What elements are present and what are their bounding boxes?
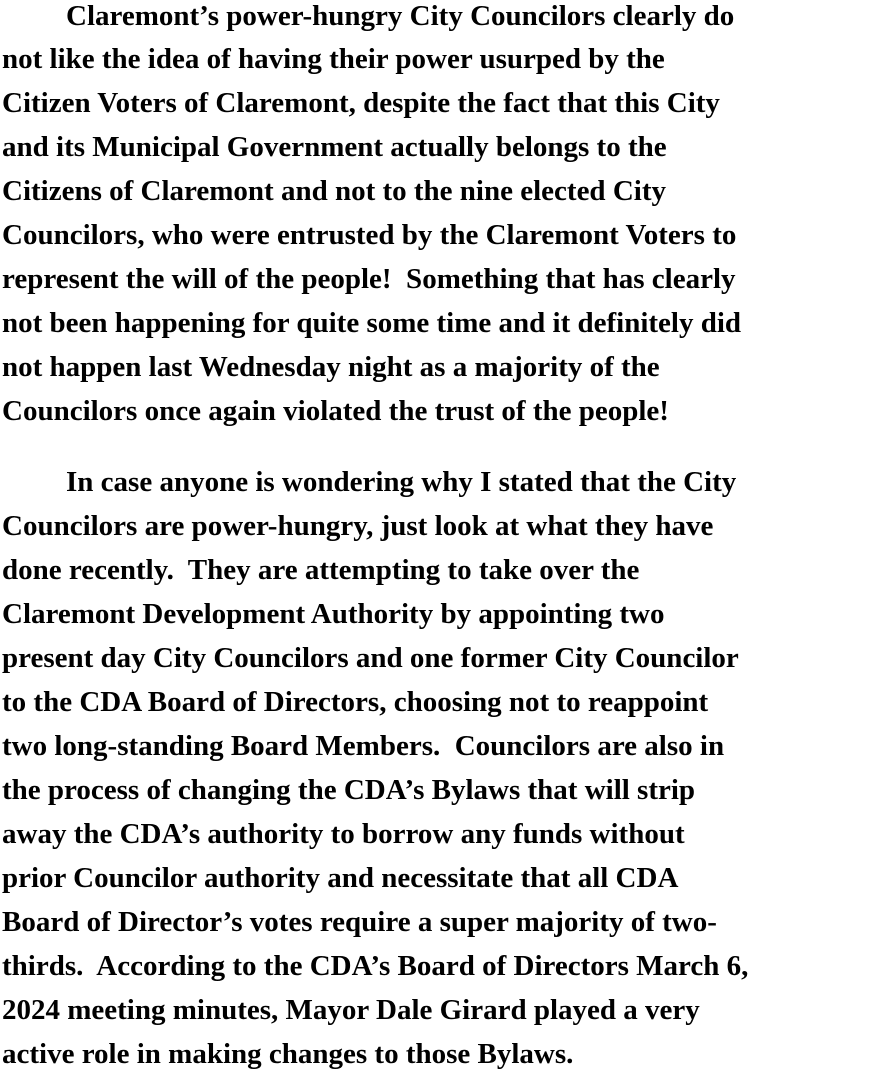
paragraph-line: the process of changing the CDA’s Bylaws that will strip [2,774,696,806]
paragraph-line: represent the will of the people! Something that has clearly [2,263,736,295]
paragraph-line: away the CDA’s authority to borrow any funds without [2,818,685,850]
paragraph-line: thirds. According to the CDA’s Board of Directors March 6, [2,950,749,982]
paragraph-line: not happen last Wednesday night as a majority of the [2,351,660,383]
paragraph-line: 2024 meeting minutes, Mayor Dale Girard played a very [2,994,700,1026]
paragraph-line: Councilors are power-hungry, just look at what they have [2,510,714,542]
paragraph-line: Claremont Development Authority by appointing two [2,598,665,630]
paragraph-line: Councilors once again violated the trust of the people! [2,395,669,427]
paragraph-line: not been happening for quite some time and it definitely did [2,307,742,339]
paragraph-line: prior Councilor authority and necessitate that all CDA [2,862,679,894]
paragraph-line: done recently. They are attempting to take over the [2,554,640,586]
paragraph-line: Citizens of Claremont and not to the nine elected City [2,175,666,207]
paragraph-line: and its Municipal Government actually belongs to the [2,131,667,163]
paragraph-line: active role in making changes to those Bylaws. [2,1038,574,1070]
paragraph-line: In case anyone is wondering why I stated that the City [66,466,737,498]
paragraph-line: two long-standing Board Members. Councilors are also in [2,730,725,762]
paragraph-line: present day City Councilors and one former City Councilor [2,642,739,674]
paragraph-line: Board of Director’s votes require a super majority of two- [2,906,717,938]
paragraph-line: to the CDA Board of Directors, choosing not to reappoint [2,686,709,718]
paragraph-line: Councilors, who were entrusted by the Claremont Voters to [2,219,737,251]
paragraph-line: Citizen Voters of Claremont, despite the fact that this City [2,87,720,119]
paragraph-line: not like the idea of having their power usurped by the [2,43,665,75]
paragraph-line: Claremont’s power-hungry City Councilors clearly do [66,0,735,32]
